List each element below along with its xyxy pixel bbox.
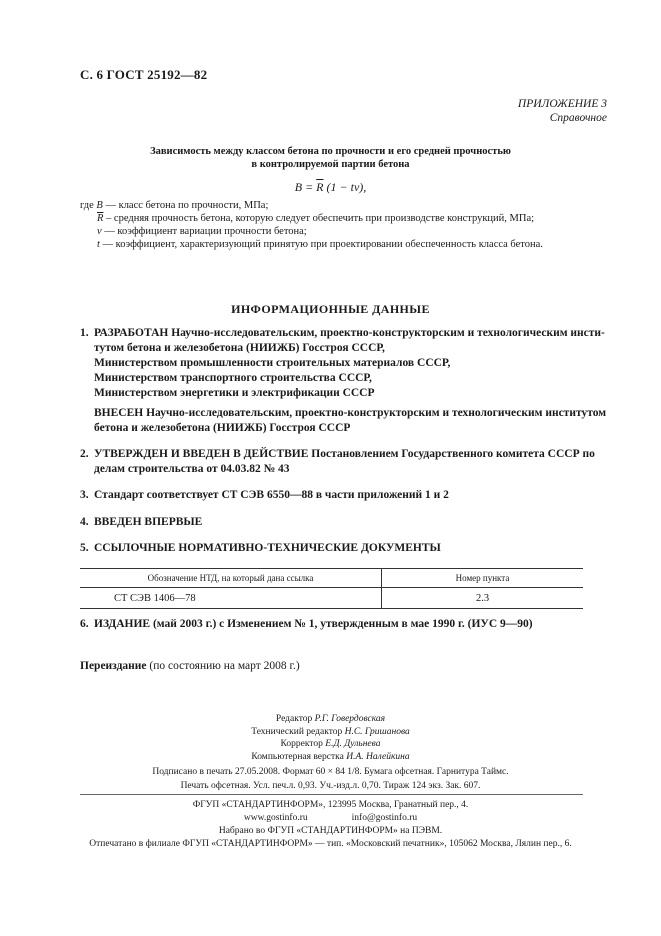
reissue-text: (по состоянию на март 2008 г.) xyxy=(146,660,300,672)
credit-name: И.А. Налейкина xyxy=(346,751,410,762)
item-1-line: Министерством транспортного строительства СССР, xyxy=(94,372,372,384)
publisher-site[interactable]: www.gostinfo.ru xyxy=(243,813,308,823)
divider xyxy=(80,794,583,795)
item-number: 3. xyxy=(80,489,89,501)
item-6-text: ИЗДАНИЕ (май 2003 г.) с Изменением № 1, утвержденным в мае 1990 г. (ИУС 9—90) xyxy=(94,618,533,630)
item-1-line: тутом бетона и железобетона (НИИЖБ) Госстроя СССР, xyxy=(94,342,385,354)
print-line: Печать офсетная. Усл. печ.л. 0,93. Уч.-изд.л. 0,70. Тираж 124 экз. Зак. 607. xyxy=(180,780,481,791)
definitions-prefix: где xyxy=(80,200,97,211)
credit-name: Н.С. Гришанова xyxy=(344,726,410,737)
definition-symbol: B xyxy=(96,200,103,211)
info-item-3 xyxy=(80,488,449,503)
item-1-line: Министерством энергетики и электрификации СССР xyxy=(94,387,375,399)
credit-line xyxy=(0,713,661,726)
item-4-text: ВВЕДЕН ВПЕРВЫЕ xyxy=(94,516,203,528)
item-5-text: ССЫЛОЧНЫЕ НОРМАТИВНО-ТЕХНИЧЕСКИЕ ДОКУМЕНТЫ xyxy=(94,542,441,554)
definition-symbol: v xyxy=(97,226,102,237)
formula xyxy=(0,180,661,195)
item-number: 1. xyxy=(80,327,89,339)
formula-lhs: B xyxy=(294,180,303,194)
credit-role: Технический редактор xyxy=(251,726,345,737)
definition-row xyxy=(80,212,543,225)
info-title: ИНФОРМАЦИОННЫЕ ДАННЫЕ xyxy=(231,302,430,316)
definition-text: – средняя прочность бетона, которую следует обеспечить при производстве конструкций, МПа; xyxy=(103,213,535,224)
info-item-1b xyxy=(94,406,606,436)
reissue-label: Переиздание xyxy=(80,660,147,672)
publisher-contacts xyxy=(0,812,661,825)
definition-row xyxy=(80,238,543,251)
item-number: 4. xyxy=(80,516,89,528)
formula-rest: (1 − tv), xyxy=(323,180,367,194)
definition-row xyxy=(80,199,543,212)
item-number: 6. xyxy=(80,618,89,630)
definition-row xyxy=(80,225,543,238)
publisher-info xyxy=(0,799,661,851)
definition-text: — коэффициент вариации прочности бетона; xyxy=(101,226,307,237)
definitions xyxy=(80,199,543,251)
info-item-6 xyxy=(80,617,533,632)
publisher-line: Набрано во ФГУП «СТАНДАРТИНФОРМ» на ПЭВМ. xyxy=(218,826,443,836)
definition-text: — коэффициент, характеризующий принятую при проектировании обеспеченность класса бетона. xyxy=(99,239,543,250)
print-line: Подписано в печать 27.05.2008. Формат 60 × 84 1/8. Бумага офсетная. Гарнитура Таймс. xyxy=(152,767,509,777)
formula-rbar: $\overline{R}$ xyxy=(316,180,324,194)
table-header-cell: Номер пункта xyxy=(382,569,584,588)
formula-eq: = xyxy=(302,180,317,194)
publisher-line: Отпечатано в филиале ФГУП «СТАНДАРТИНФОРМ» — тип. «Московский печатник», 105062 Москва, Лялин пер., 6. xyxy=(89,839,572,849)
info-item-5 xyxy=(80,541,441,556)
credit-line xyxy=(0,751,661,764)
table-header-cell: Обозначение НТД, на который дана ссылка xyxy=(80,569,382,588)
definition-text: — класс бетона по прочности, МПа; xyxy=(102,200,269,211)
ntd-table xyxy=(80,568,583,609)
credit-line xyxy=(0,738,661,751)
section-title-line1: Зависимость между классом бетона по прочности и его средней прочностью xyxy=(150,146,511,157)
credit-name: Е.Д. Дульнева xyxy=(325,739,381,749)
credit-role: Компьютерная верстка xyxy=(251,751,347,762)
credit-name: Р.Г. Говердовская xyxy=(314,714,386,724)
info-item-2 xyxy=(80,447,595,477)
credit-role: Корректор xyxy=(280,739,326,749)
definition-symbol: $\overline{R}$ xyxy=(97,213,104,224)
page-header: С. 6 ГОСТ 25192—82 xyxy=(80,67,208,82)
publisher-email[interactable]: info@gostinfo.ru xyxy=(351,813,418,823)
item-1b-line: ВНЕСЕН Научно-исследовательским, проектно-конструкторским и технологическим институтом xyxy=(94,407,607,419)
definition-symbol: t xyxy=(97,239,100,250)
credit-line xyxy=(0,726,661,739)
table-row xyxy=(80,588,583,609)
item-3-text: Стандарт соответствует СТ СЭВ 6550—88 в части приложений 1 и 2 xyxy=(94,489,449,501)
item-2-line: УТВЕРЖДЕН И ВВЕДЕН В ДЕЙСТВИЕ Постановлением Государственного комитета СССР по xyxy=(94,448,595,460)
publisher-line: ФГУП «СТАНДАРТИНФОРМ», 123995 Москва, Гранатный пер., 4. xyxy=(192,800,469,810)
table-header-row xyxy=(80,569,583,588)
item-number: 2. xyxy=(80,448,89,460)
info-item-1 xyxy=(80,326,605,401)
credit-role: Редактор xyxy=(275,714,315,724)
appendix-title: ПРИЛОЖЕНИЕ 3 xyxy=(517,98,607,110)
appendix-label xyxy=(518,97,607,125)
item-1-line: РАЗРАБОТАН Научно-исследовательским, проектно-конструкторским и технологическим инсти- xyxy=(94,327,605,339)
item-number: 5. xyxy=(80,542,89,554)
reissue-note xyxy=(80,660,300,672)
print-info xyxy=(0,766,661,793)
item-1b-line: бетона и железобетона (НИИЖБ) Госстроя СССР xyxy=(94,422,351,434)
info-item-4 xyxy=(80,515,202,530)
appendix-subtitle: Справочное xyxy=(549,112,607,124)
item-1-line: Министерством промышленности строительных материалов СССР, xyxy=(94,357,451,369)
table-cell: 2.3 xyxy=(382,588,584,609)
section-title-line2: в контролируемой партии бетона xyxy=(251,159,410,170)
table-cell: СТ СЭВ 1406—78 xyxy=(80,588,382,609)
item-2-line: делам строительства от 04.03.82 № 43 xyxy=(94,463,290,475)
credits xyxy=(0,713,661,763)
